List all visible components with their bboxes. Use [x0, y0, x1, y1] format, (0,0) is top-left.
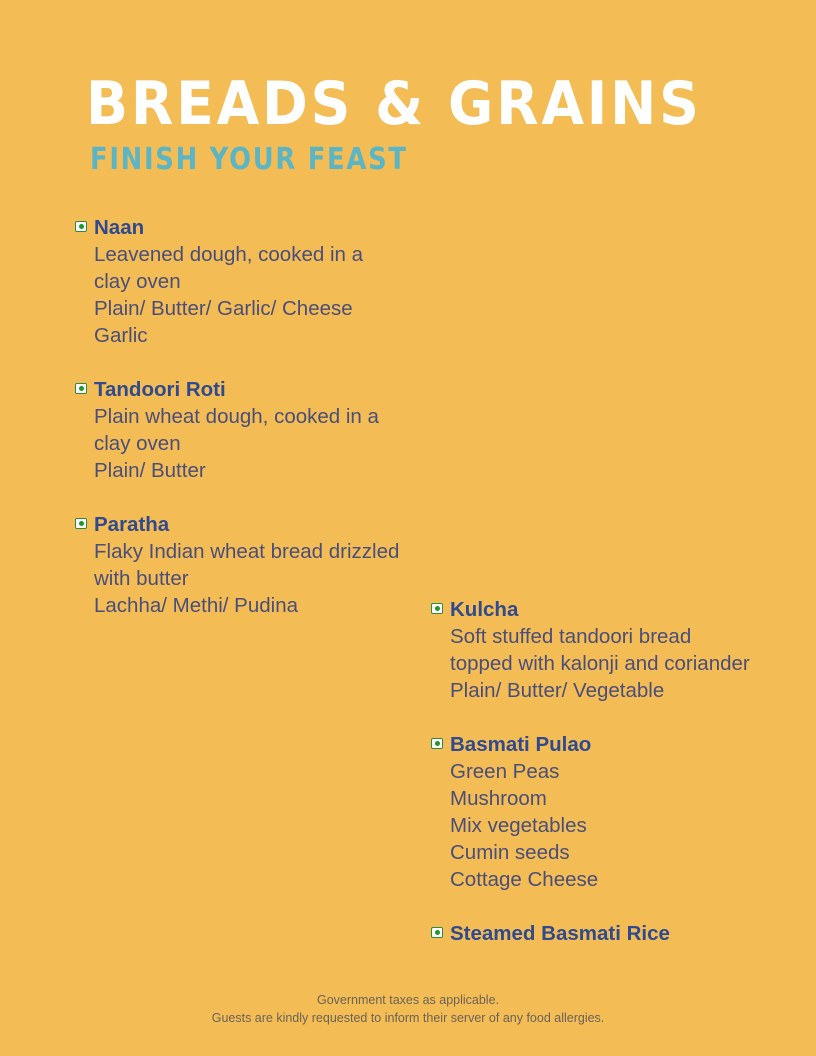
menu-item	[94, 376, 379, 484]
veg-indicator-icon	[75, 221, 87, 232]
footer-taxes-note: Government taxes as applicable.	[316, 993, 500, 1007]
menu-item	[94, 214, 363, 349]
menu-item-description: Plain/ Butter	[94, 459, 206, 482]
menu-item-description: Plain/ Butter/ Garlic/ Cheese	[94, 297, 353, 320]
menu-item-name: Paratha	[94, 513, 170, 536]
menu-item-name: Naan	[94, 216, 145, 239]
menu-item	[94, 511, 399, 619]
menu-item-name: Tandoori Roti	[94, 378, 226, 401]
menu-item-description: Cottage Cheese	[450, 868, 599, 891]
veg-indicator-icon	[431, 927, 443, 938]
veg-indicator-icon	[431, 738, 443, 749]
page-title: BREADS & GRAINS	[86, 69, 702, 139]
menu-item	[450, 920, 670, 947]
page-subtitle: FINISH YOUR FEAST	[90, 142, 408, 177]
menu-item-description: Green Peas	[450, 760, 560, 783]
menu-item-description: Garlic	[94, 324, 148, 347]
menu-item-description: with butter	[94, 567, 189, 590]
menu-item-description: Mix vegetables	[450, 814, 587, 837]
menu-item-name: Basmati Pulao	[450, 733, 592, 756]
menu-item-description: Lachha/ Methi/ Pudina	[94, 594, 298, 617]
menu-item-description: Plain/ Butter/ Vegetable	[450, 679, 665, 702]
menu-item-description: Mushroom	[450, 787, 547, 810]
footer	[0, 991, 816, 1027]
menu-item-name: Kulcha	[450, 598, 519, 621]
veg-indicator-icon	[431, 603, 443, 614]
menu-item-description: clay oven	[94, 432, 181, 455]
menu-item	[450, 731, 598, 893]
menu-item-description: Soft stuffed tandoori bread	[450, 625, 692, 648]
footer-allergy-note: Guests are kindly requested to inform their server of any food allergies.	[211, 1011, 605, 1025]
menu-item-description: Leavened dough, cooked in a	[94, 243, 364, 266]
menu-item-description: Plain wheat dough, cooked in a	[94, 405, 379, 428]
menu-item-description: topped with kalonji and coriander	[450, 652, 750, 675]
veg-indicator-icon	[75, 518, 87, 529]
menu-item	[450, 596, 750, 704]
menu-item-description: clay oven	[94, 270, 181, 293]
menu-item-description: Flaky Indian wheat bread drizzled	[94, 540, 400, 563]
veg-indicator-icon	[75, 383, 87, 394]
menu-item-description: Cumin seeds	[450, 841, 570, 864]
menu-item-name: Steamed Basmati Rice	[450, 922, 670, 945]
